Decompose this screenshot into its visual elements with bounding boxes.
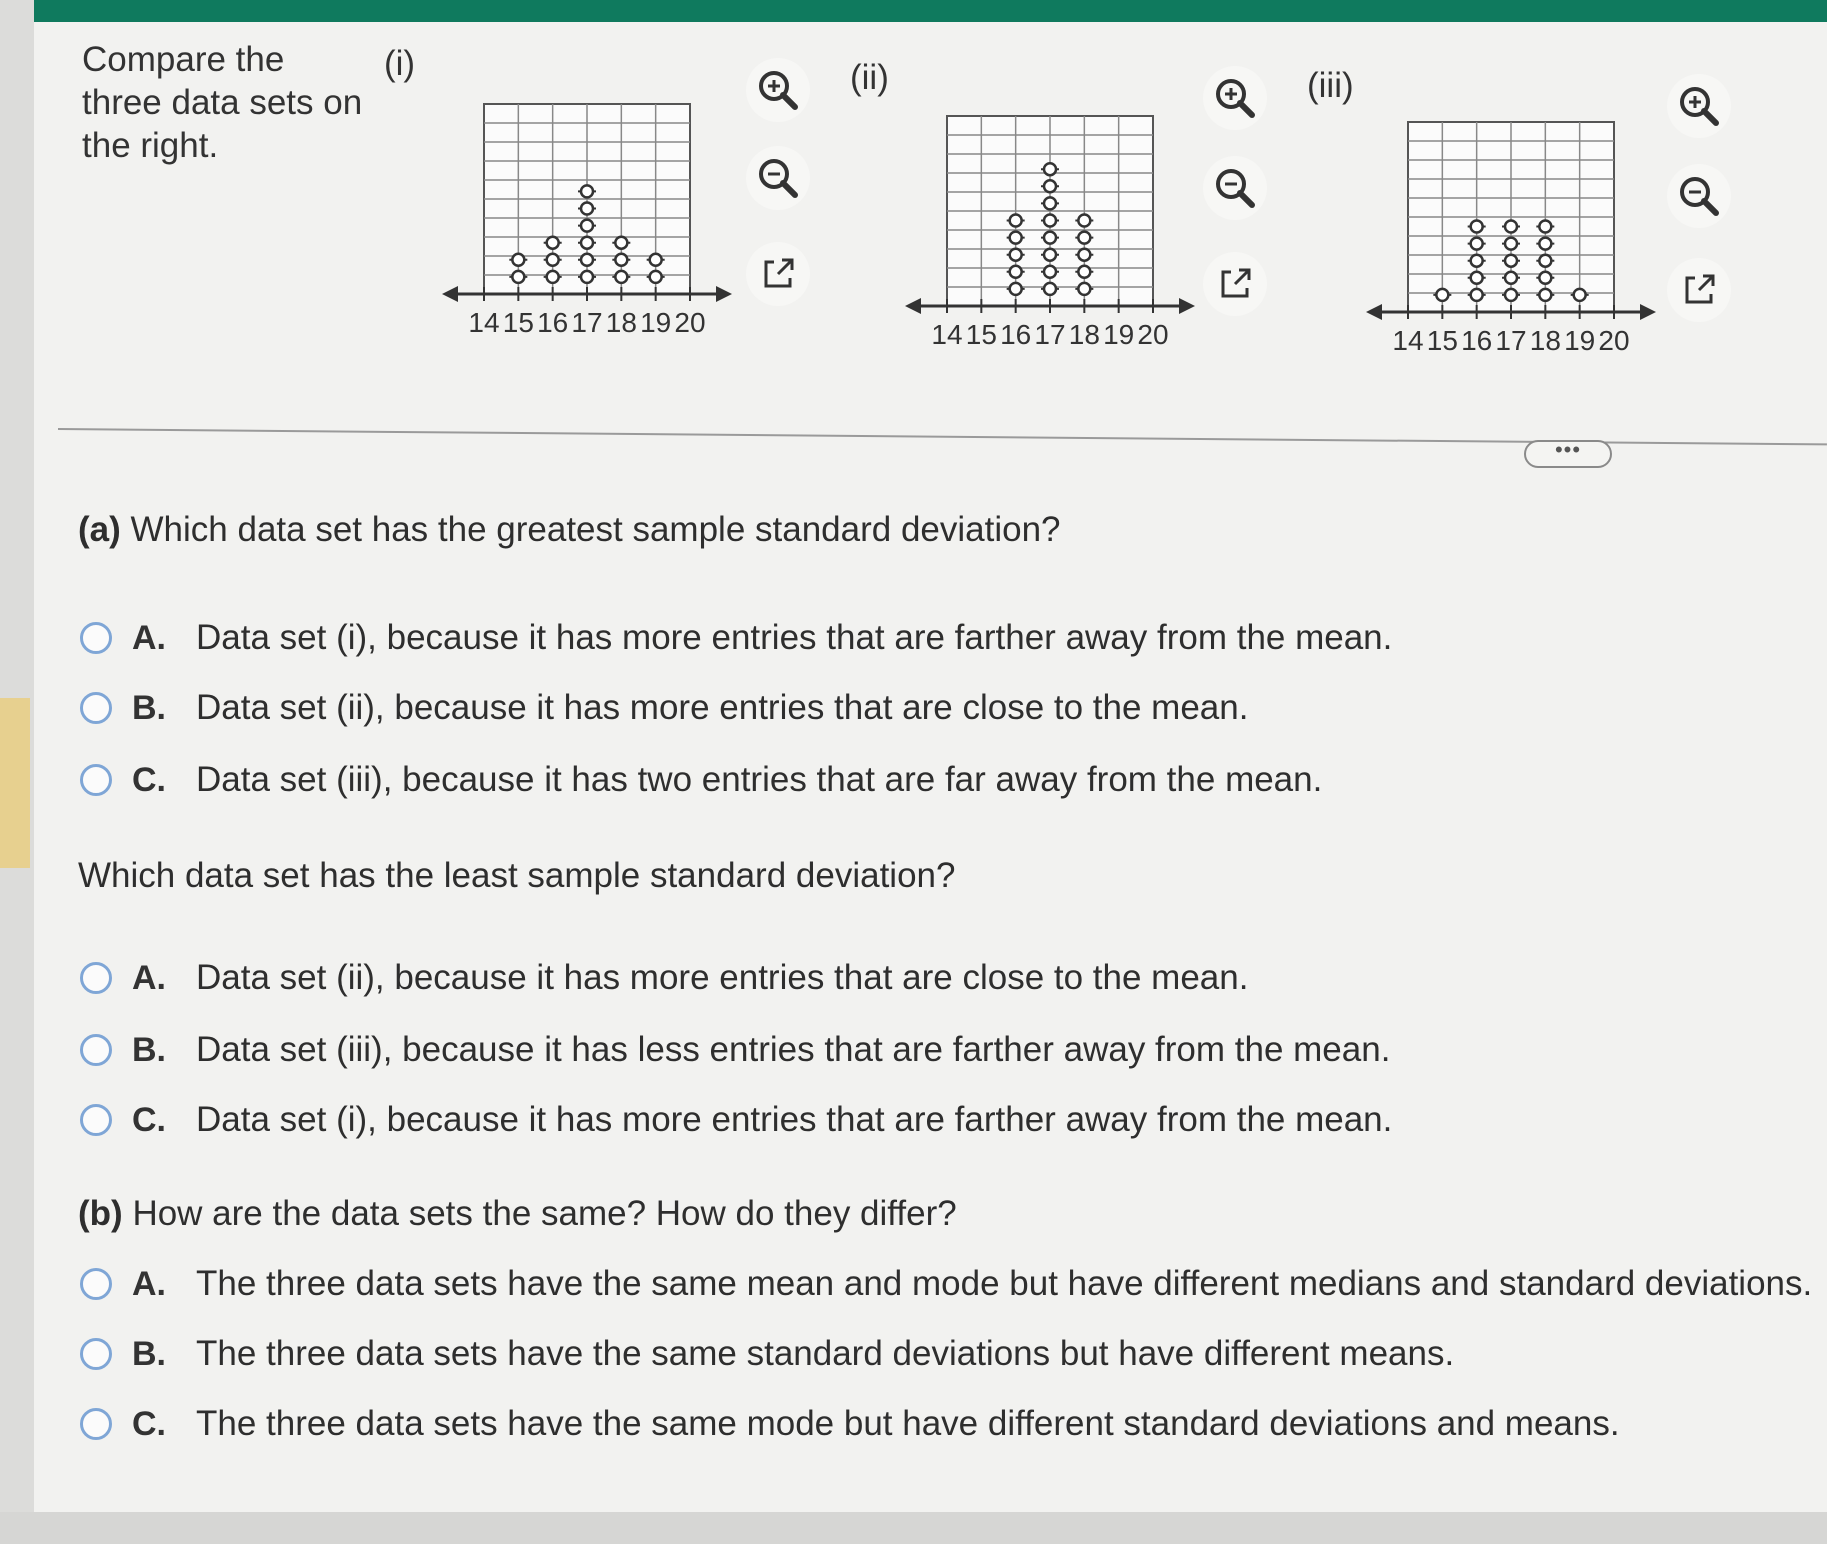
data-dot bbox=[1471, 221, 1483, 233]
data-dot bbox=[581, 271, 593, 283]
option-text: Data set (iii), because it has less entries that are farther away from the mean. bbox=[196, 1030, 1391, 1069]
data-dot bbox=[1078, 232, 1090, 244]
data-dot bbox=[1078, 215, 1090, 227]
tick-label: 16 bbox=[1461, 325, 1493, 356]
intro-line: three data sets on bbox=[82, 83, 363, 122]
zoom-in-icon bbox=[1675, 82, 1723, 130]
data-dot bbox=[547, 271, 559, 283]
data-dot bbox=[1010, 283, 1022, 295]
option-text: Data set (ii), because it has more entries that are close to the mean. bbox=[196, 688, 1249, 727]
zoom-out-button[interactable] bbox=[746, 146, 810, 210]
tick-label: 17 bbox=[1495, 325, 1527, 356]
data-dot bbox=[581, 185, 593, 197]
data-dot bbox=[581, 203, 593, 215]
data-dot bbox=[512, 254, 524, 266]
intro-line: Compare the bbox=[82, 40, 285, 79]
option-letter: C. bbox=[132, 1100, 166, 1139]
option-a1-b[interactable] bbox=[80, 688, 1248, 728]
radio-button[interactable] bbox=[80, 962, 112, 994]
zoom-out-button[interactable] bbox=[1667, 164, 1731, 228]
side-highlight bbox=[0, 698, 30, 868]
option-text: Data set (ii), because it has more entries that are close to the mean. bbox=[196, 958, 1249, 997]
data-dot bbox=[1078, 266, 1090, 278]
data-dot bbox=[1078, 283, 1090, 295]
popout-icon bbox=[1215, 264, 1255, 304]
tick-label: 20 bbox=[674, 307, 706, 338]
tick-label: 14 bbox=[1392, 325, 1424, 356]
data-dot bbox=[1044, 283, 1056, 295]
question-a1 bbox=[78, 510, 1061, 550]
axis-arrow-left bbox=[905, 298, 921, 314]
part-label: (a) bbox=[78, 510, 121, 549]
axis-arrow-left bbox=[442, 286, 458, 302]
tick-label: 16 bbox=[1000, 319, 1032, 350]
radio-button[interactable] bbox=[80, 1104, 112, 1136]
tick-label: 17 bbox=[571, 307, 603, 338]
data-dot bbox=[1010, 249, 1022, 261]
radio-button[interactable] bbox=[80, 1268, 112, 1300]
tick-label: 19 bbox=[1564, 325, 1596, 356]
zoom-in-icon bbox=[754, 66, 802, 114]
plot-label-ii: (ii) bbox=[850, 58, 889, 97]
question-text: Which data set has the greatest sample standard deviation? bbox=[130, 510, 1061, 549]
zoom-out-button[interactable] bbox=[1203, 156, 1267, 220]
option-text: Data set (i), because it has more entries that are farther away from the mean. bbox=[196, 618, 1393, 657]
data-dot bbox=[1539, 238, 1551, 250]
option-a2-b[interactable] bbox=[80, 1030, 1390, 1070]
dot-plot-i bbox=[440, 100, 740, 350]
popout-button[interactable] bbox=[1667, 258, 1731, 322]
zoom-out-icon bbox=[1211, 164, 1259, 212]
data-dot bbox=[1010, 232, 1022, 244]
option-b-a[interactable] bbox=[80, 1264, 1812, 1304]
zoom-in-icon bbox=[1211, 74, 1259, 122]
radio-button[interactable] bbox=[80, 1408, 112, 1440]
data-dot bbox=[1044, 249, 1056, 261]
option-b-c[interactable] bbox=[80, 1404, 1620, 1444]
option-text: Data set (i), because it has more entries that are farther away from the mean. bbox=[196, 1100, 1393, 1139]
data-dot bbox=[581, 237, 593, 249]
question-a2 bbox=[78, 856, 955, 896]
data-dot bbox=[650, 271, 662, 283]
intro-text bbox=[82, 38, 382, 167]
data-dot bbox=[1044, 232, 1056, 244]
tick-label: 19 bbox=[1103, 319, 1135, 350]
zoom-out-icon bbox=[754, 154, 802, 202]
radio-button[interactable] bbox=[80, 692, 112, 724]
radio-button[interactable] bbox=[80, 622, 112, 654]
option-letter: B. bbox=[132, 688, 166, 727]
option-a2-c[interactable] bbox=[80, 1100, 1392, 1140]
data-dot bbox=[615, 271, 627, 283]
axis-arrow-right bbox=[1640, 304, 1656, 320]
dot-plot-svg bbox=[1364, 118, 1664, 368]
zoom-in-button[interactable] bbox=[746, 58, 810, 122]
option-letter: A. bbox=[132, 958, 166, 997]
option-a1-c[interactable] bbox=[80, 760, 1322, 800]
data-dot bbox=[1539, 272, 1551, 284]
option-letter: B. bbox=[132, 1030, 166, 1069]
tick-label: 14 bbox=[468, 307, 500, 338]
option-text: The three data sets have the same mode but have different standard deviations and means. bbox=[196, 1404, 1620, 1443]
zoom-in-button[interactable] bbox=[1203, 66, 1267, 130]
tick-label: 14 bbox=[931, 319, 963, 350]
axis-arrow-right bbox=[1179, 298, 1195, 314]
popout-icon bbox=[1679, 270, 1719, 310]
data-dot bbox=[1471, 238, 1483, 250]
data-dot bbox=[615, 237, 627, 249]
dot-plot-ii bbox=[903, 112, 1203, 362]
intro-line: the right. bbox=[82, 126, 219, 165]
option-letter: B. bbox=[132, 1334, 166, 1373]
data-dot bbox=[1539, 255, 1551, 267]
axis-arrow-right bbox=[716, 286, 732, 302]
radio-button[interactable] bbox=[80, 764, 112, 796]
data-dot bbox=[1078, 249, 1090, 261]
tick-label: 18 bbox=[605, 307, 637, 338]
zoom-out-icon bbox=[1675, 172, 1723, 220]
tick-label: 17 bbox=[1034, 319, 1066, 350]
option-text: The three data sets have the same mean and mode but have different medians and standard deviations. bbox=[196, 1264, 1813, 1303]
data-dot bbox=[1574, 289, 1586, 301]
data-dot bbox=[1505, 255, 1517, 267]
dot-plot-iii bbox=[1364, 118, 1664, 368]
data-dot bbox=[1044, 163, 1056, 175]
data-dot bbox=[1471, 289, 1483, 301]
data-dot bbox=[581, 254, 593, 266]
option-letter: A. bbox=[132, 618, 166, 657]
data-dot bbox=[1044, 180, 1056, 192]
popout-button[interactable] bbox=[1203, 252, 1267, 316]
tick-label: 15 bbox=[502, 307, 534, 338]
top-bar bbox=[0, 0, 1827, 22]
data-dot bbox=[547, 237, 559, 249]
data-dot bbox=[512, 271, 524, 283]
tick-label: 18 bbox=[1068, 319, 1100, 350]
popout-button[interactable] bbox=[746, 242, 810, 306]
radio-button[interactable] bbox=[80, 1338, 112, 1370]
data-dot bbox=[1044, 266, 1056, 278]
data-dot bbox=[1505, 238, 1517, 250]
option-letter: C. bbox=[132, 760, 166, 799]
more-button[interactable]: ••• bbox=[1524, 440, 1612, 468]
data-dot bbox=[547, 254, 559, 266]
data-dot bbox=[1044, 215, 1056, 227]
radio-button[interactable] bbox=[80, 1034, 112, 1066]
data-dot bbox=[1044, 197, 1056, 209]
data-dot bbox=[1436, 289, 1448, 301]
option-b-b[interactable] bbox=[80, 1334, 1454, 1374]
dot-plot-svg bbox=[903, 112, 1203, 362]
popout-icon bbox=[758, 254, 798, 294]
data-dot bbox=[1505, 272, 1517, 284]
question-b bbox=[78, 1194, 957, 1234]
plot-label-iii: (iii) bbox=[1307, 66, 1354, 105]
option-letter: C. bbox=[132, 1404, 166, 1443]
tick-label: 18 bbox=[1529, 325, 1561, 356]
data-dot bbox=[1539, 221, 1551, 233]
option-a1-a[interactable] bbox=[80, 618, 1392, 658]
dot-plot-svg bbox=[440, 100, 740, 350]
option-text: Data set (iii), because it has two entries that are far away from the mean. bbox=[196, 760, 1323, 799]
option-text: The three data sets have the same standard deviations but have different means. bbox=[196, 1334, 1455, 1373]
tick-label: 19 bbox=[640, 307, 672, 338]
tick-label: 15 bbox=[1426, 325, 1458, 356]
option-letter: A. bbox=[132, 1264, 166, 1303]
data-dot bbox=[615, 254, 627, 266]
bottom-strip bbox=[0, 1512, 1827, 1544]
tick-label: 16 bbox=[537, 307, 569, 338]
data-dot bbox=[581, 220, 593, 232]
data-dot bbox=[1471, 255, 1483, 267]
data-dot bbox=[650, 254, 662, 266]
data-dot bbox=[1471, 272, 1483, 284]
data-dot bbox=[1539, 289, 1551, 301]
tick-label: 15 bbox=[965, 319, 997, 350]
zoom-in-button[interactable] bbox=[1667, 74, 1731, 138]
part-label: (b) bbox=[78, 1194, 123, 1233]
tick-label: 20 bbox=[1137, 319, 1169, 350]
plot-label-i: (i) bbox=[384, 44, 416, 83]
tick-label: 20 bbox=[1598, 325, 1630, 356]
question-text: Which data set has the least sample standard deviation? bbox=[78, 856, 956, 895]
option-a2-a[interactable] bbox=[80, 958, 1248, 998]
data-dot bbox=[1010, 266, 1022, 278]
data-dot bbox=[1505, 289, 1517, 301]
data-dot bbox=[1505, 221, 1517, 233]
data-dot bbox=[1010, 215, 1022, 227]
axis-arrow-left bbox=[1366, 304, 1382, 320]
question-text: How are the data sets the same? How do they differ? bbox=[132, 1194, 957, 1233]
